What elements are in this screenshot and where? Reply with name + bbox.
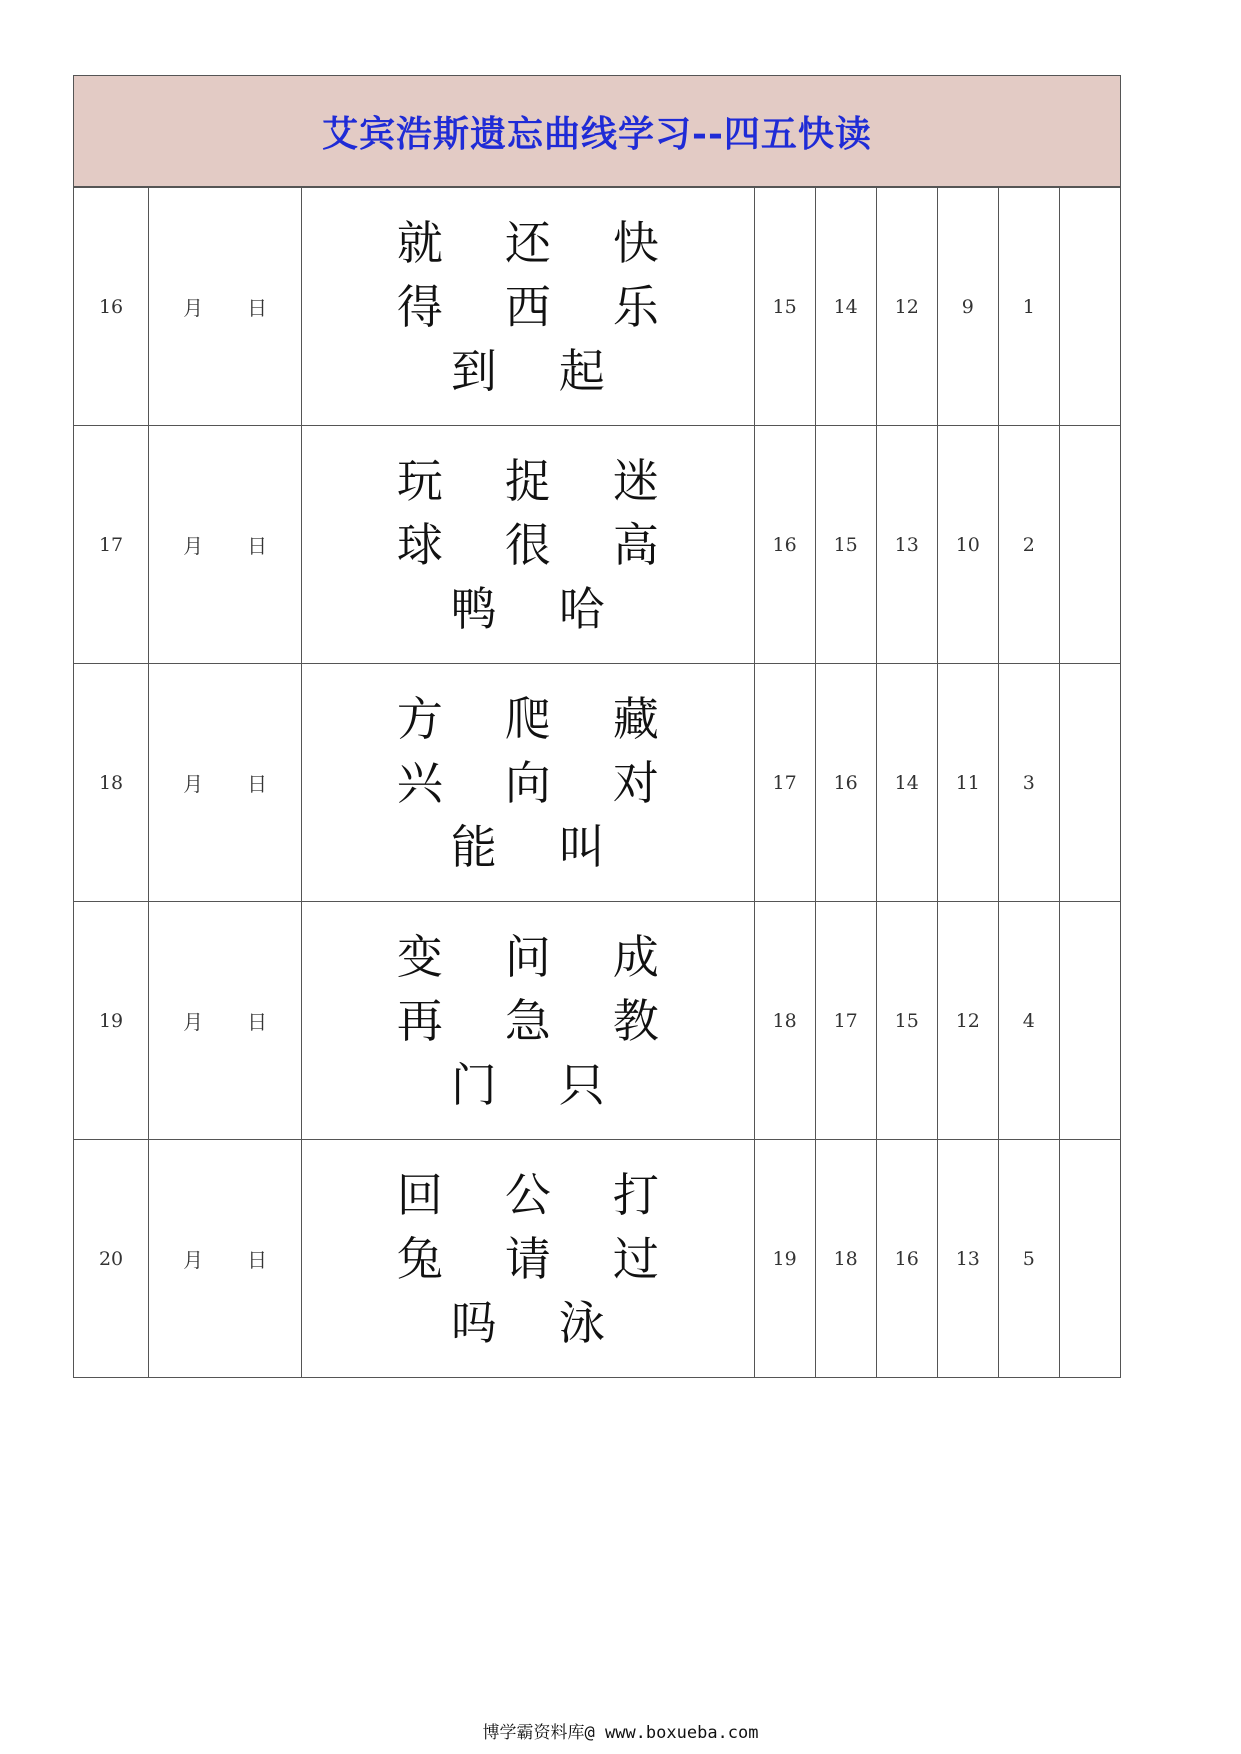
- month-label: 月: [183, 296, 204, 320]
- review-lesson-cell: 16: [876, 1140, 937, 1378]
- character-line: [450, 1057, 606, 1113]
- character: 就: [396, 215, 443, 270]
- character: 得: [396, 279, 443, 334]
- character-line: [450, 1295, 606, 1351]
- review-lesson-cell: 18: [815, 1140, 876, 1378]
- table-row: [74, 426, 1121, 664]
- character: 快: [612, 215, 659, 270]
- day-label: 日: [247, 534, 268, 558]
- character: 只: [558, 1057, 605, 1112]
- day-label: 日: [247, 1248, 268, 1272]
- review-lesson-cell: 18: [754, 902, 815, 1140]
- character-line: [396, 215, 660, 271]
- character: 门: [450, 1057, 497, 1112]
- day-label: 日: [247, 296, 268, 320]
- month-label: 月: [183, 1248, 204, 1272]
- character: 公: [504, 1167, 551, 1222]
- character-line: [396, 993, 660, 1049]
- character: 高: [612, 517, 659, 572]
- character: 对: [612, 755, 659, 810]
- review-lesson-cell: 13: [876, 426, 937, 664]
- review-lesson-cell: [1059, 426, 1120, 664]
- review-lesson-cell: 11: [937, 664, 998, 902]
- character: 球: [396, 517, 443, 572]
- lesson-number: 16: [74, 188, 149, 426]
- review-lesson-cell: 17: [754, 664, 815, 902]
- day-label: 日: [247, 772, 268, 796]
- character-line: [396, 279, 660, 335]
- review-lesson-cell: 19: [754, 1140, 815, 1378]
- review-lesson-cell: 15: [876, 902, 937, 1140]
- review-lesson-cell: 13: [937, 1140, 998, 1378]
- character: 能: [450, 819, 497, 874]
- character-line: [396, 929, 660, 985]
- table-row: [74, 902, 1121, 1140]
- character: 鸭: [450, 581, 497, 636]
- characters-cell: [302, 664, 754, 902]
- character: 到: [450, 343, 497, 398]
- character-line: [396, 517, 660, 573]
- page-title: 艾宾浩斯遗忘曲线学习--四五快读: [322, 112, 872, 155]
- review-lesson-cell: [1059, 188, 1120, 426]
- character: 兴: [396, 755, 443, 810]
- character-line: [450, 343, 606, 399]
- date-cell: [149, 188, 302, 426]
- character: 打: [612, 1167, 659, 1222]
- review-lesson-cell: 2: [998, 426, 1059, 664]
- character-line: [396, 1231, 660, 1287]
- character: 问: [504, 929, 551, 984]
- review-lesson-cell: 15: [815, 426, 876, 664]
- table-row: [74, 664, 1121, 902]
- review-lesson-cell: [1059, 664, 1120, 902]
- characters-cell: [302, 426, 754, 664]
- character: 爬: [504, 691, 551, 746]
- table-row: [74, 188, 1121, 426]
- review-lesson-cell: [1059, 1140, 1120, 1378]
- character: 西: [504, 279, 551, 334]
- character: 泳: [558, 1295, 605, 1350]
- review-lesson-cell: 3: [998, 664, 1059, 902]
- character: 迷: [612, 453, 659, 508]
- date-cell: [149, 1140, 302, 1378]
- character-line: [450, 819, 606, 875]
- month-label: 月: [183, 534, 204, 558]
- review-lesson-cell: 12: [876, 188, 937, 426]
- review-lesson-cell: 15: [754, 188, 815, 426]
- review-lesson-cell: 17: [815, 902, 876, 1140]
- character: 急: [504, 993, 551, 1048]
- date-cell: [149, 426, 302, 664]
- day-label: 日: [247, 1010, 268, 1034]
- character: 再: [396, 993, 443, 1048]
- characters-cell: [302, 188, 754, 426]
- review-lesson-cell: [1059, 902, 1120, 1140]
- review-lesson-cell: 12: [937, 902, 998, 1140]
- review-lesson-cell: 16: [754, 426, 815, 664]
- character-line: [450, 581, 606, 637]
- date-cell: [149, 902, 302, 1140]
- character-line: [396, 1167, 660, 1223]
- character: 玩: [396, 453, 443, 508]
- character: 成: [612, 929, 659, 984]
- review-lesson-cell: 14: [815, 188, 876, 426]
- character: 哈: [558, 581, 605, 636]
- character: 起: [558, 343, 605, 398]
- characters-cell: [302, 902, 754, 1140]
- character: 兔: [396, 1231, 443, 1286]
- character: 过: [612, 1231, 659, 1286]
- lesson-number: 18: [74, 664, 149, 902]
- review-lesson-cell: 1: [998, 188, 1059, 426]
- character: 叫: [558, 819, 605, 874]
- character: 捉: [504, 453, 551, 508]
- footer-source: 博学霸资料库@ www.boxueba.com: [482, 1723, 759, 1743]
- date-cell: [149, 664, 302, 902]
- character: 请: [504, 1231, 551, 1286]
- characters-cell: [302, 1140, 754, 1378]
- character-line: [396, 755, 660, 811]
- study-sheet: [73, 75, 1121, 1378]
- character: 方: [396, 691, 443, 746]
- character: 向: [504, 755, 551, 810]
- table-row: [74, 1140, 1121, 1378]
- character-line: [396, 453, 660, 509]
- character: 藏: [612, 691, 659, 746]
- month-label: 月: [183, 1010, 204, 1034]
- month-label: 月: [183, 772, 204, 796]
- character: 还: [504, 215, 551, 270]
- review-lesson-cell: 10: [937, 426, 998, 664]
- character: 乐: [612, 279, 659, 334]
- review-lesson-cell: 4: [998, 902, 1059, 1140]
- character: 回: [396, 1167, 443, 1222]
- review-lesson-cell: 5: [998, 1140, 1059, 1378]
- title-banner: [73, 75, 1121, 187]
- review-lesson-cell: 16: [815, 664, 876, 902]
- character: 吗: [450, 1295, 497, 1350]
- lesson-number: 17: [74, 426, 149, 664]
- character: 变: [396, 929, 443, 984]
- review-table: [73, 187, 1121, 1378]
- lesson-number: 20: [74, 1140, 149, 1378]
- character: 教: [612, 993, 659, 1048]
- character-line: [396, 691, 660, 747]
- review-lesson-cell: 9: [937, 188, 998, 426]
- lesson-number: 19: [74, 902, 149, 1140]
- character: 很: [504, 517, 551, 572]
- review-lesson-cell: 14: [876, 664, 937, 902]
